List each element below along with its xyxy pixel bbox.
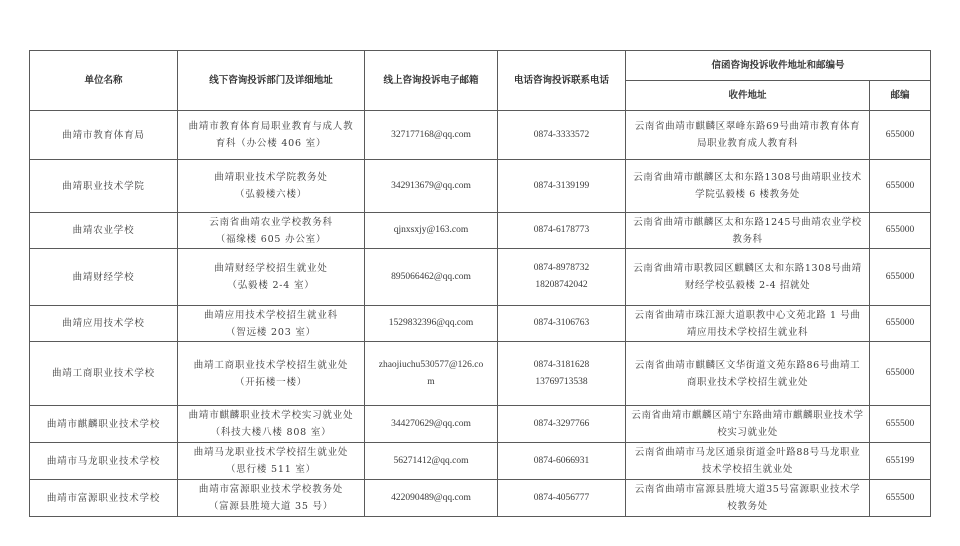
- phone-number: 0874-3333572: [533, 129, 590, 140]
- header-letter-address: 收件地址: [626, 81, 870, 111]
- letter-address-cell: 云南省曲靖市麒麟区太和东路1308号曲靖职业技术学院弘毅楼 6 楼教务处: [626, 160, 870, 213]
- offline-dept-cell: [178, 160, 365, 213]
- offline-dept-cell: [178, 213, 365, 249]
- unit-name-cell: 曲靖市马龙职业技术学校: [30, 443, 178, 480]
- header-letter-group: 信函咨询投诉收件地址和邮编号: [626, 51, 931, 81]
- email-cell: [365, 342, 498, 406]
- unit-name-cell: 曲靖职业技术学院: [30, 160, 178, 213]
- phone-cell: [498, 342, 626, 406]
- dept-line: 云南省曲靖农业学校教务科: [209, 216, 333, 228]
- postcode-cell: 655000: [870, 160, 931, 213]
- email-line: 895066462@qq.com: [391, 271, 471, 282]
- postcode-cell: 655000: [870, 342, 931, 406]
- phone-number: 18208742042: [535, 280, 588, 290]
- phone-number: 0874-6178773: [533, 225, 590, 235]
- table-header: [30, 51, 931, 111]
- table-row: [30, 480, 931, 517]
- email-line: 342913679@qq.com: [391, 180, 471, 191]
- postcode-cell: 655000: [870, 249, 931, 306]
- email-cell: [365, 160, 498, 213]
- letter-address-cell: 云南省曲靖市麒麟区太和东路1245号曲靖农业学校教务科: [626, 213, 870, 249]
- email-cell: [365, 111, 498, 160]
- table-row: [30, 213, 931, 249]
- dept-line: 曲靖职业技术学院教务处: [214, 172, 328, 183]
- dept-line: （智远楼 203 室）: [226, 326, 316, 338]
- table-row: [30, 160, 931, 213]
- header-phone: 电话咨询投诉联系电话: [498, 51, 626, 111]
- offline-dept-cell: [178, 406, 365, 443]
- phone-number: 0874-3106763: [533, 318, 590, 328]
- email-line: zhaojiuchu530577@126.co: [378, 359, 484, 370]
- table-row: [30, 111, 931, 160]
- phone-cell: [498, 111, 626, 160]
- email-cell: [365, 249, 498, 306]
- email-cell: [365, 213, 498, 249]
- phone-number: 0874-4056777: [533, 492, 590, 503]
- dept-line: 曲靖市麒麟职业技术学校实习就业处: [188, 410, 354, 421]
- table-row: [30, 306, 931, 342]
- dept-line: （开拓楼一楼）: [234, 376, 308, 388]
- phone-number: 13769713538: [535, 376, 588, 387]
- postcode-cell: 655199: [870, 443, 931, 480]
- table-body: [30, 111, 931, 517]
- email-line: 344270629@qq.com: [391, 418, 471, 429]
- table-row: [30, 249, 931, 306]
- dept-line: （科技大楼八楼 808 室）: [210, 427, 332, 438]
- letter-address-cell: 云南省曲靖市麒麟区文华街道文苑东路86号曲靖工商职业技术学校招生就业处: [626, 342, 870, 406]
- unit-name-cell: 曲靖市教育体育局: [30, 111, 178, 160]
- phone-cell: [498, 213, 626, 249]
- header-postcode: 邮编: [870, 81, 931, 111]
- table-row: [30, 342, 931, 406]
- offline-dept-cell: [178, 443, 365, 480]
- unit-name-cell: 曲靖应用技术学校: [30, 306, 178, 342]
- letter-address-cell: 云南省曲靖市马龙区通泉街道金叶路88号马龙职业技术学校招生就业处: [626, 443, 870, 480]
- email-line: m: [427, 376, 435, 387]
- offline-dept-cell: [178, 111, 365, 160]
- header-offline-dept: 线下咨询投诉部门及详细地址: [178, 51, 365, 111]
- phone-number: 0874-3297766: [533, 418, 590, 429]
- dept-line: （思行楼 511 室）: [226, 464, 316, 475]
- offline-dept-cell: [178, 480, 365, 517]
- email-cell: [365, 480, 498, 517]
- dept-line: 曲靖财经学校招生就业处: [214, 263, 328, 274]
- email-cell: [365, 443, 498, 480]
- phone-cell: [498, 160, 626, 213]
- unit-name-cell: 曲靖市麒麟职业技术学校: [30, 406, 178, 443]
- email-cell: [365, 306, 498, 342]
- offline-dept-cell: [178, 306, 365, 342]
- email-line: qjnxsxjy@163.com: [393, 225, 469, 235]
- letter-address-cell: 云南省曲靖市珠江源大道职教中心文苑北路 1 号曲靖应用技术学校招生就业科: [626, 306, 870, 342]
- phone-cell: [498, 306, 626, 342]
- dept-line: 曲靖马龙职业技术学校招生就业处: [193, 447, 349, 458]
- phone-cell: [498, 249, 626, 306]
- header-unit-name: 单位名称: [30, 51, 178, 111]
- phone-cell: [498, 406, 626, 443]
- phone-cell: [498, 443, 626, 480]
- unit-name-cell: 曲靖市富源职业技术学校: [30, 480, 178, 517]
- offline-dept-cell: [178, 249, 365, 306]
- phone-cell: [498, 480, 626, 517]
- dept-line: 曲靖市富源职业技术学校教务处: [198, 484, 344, 495]
- letter-address-cell: 云南省曲靖市麒麟区翠峰东路69号曲靖市教育体育局职业教育成人教育科: [626, 111, 870, 160]
- phone-number: 0874-8978732: [533, 263, 590, 273]
- letter-address-cell: 云南省曲靖市麒麟区靖宁东路曲靖市麒麟职业技术学校实习就业处: [626, 406, 870, 443]
- unit-name-cell: 曲靖财经学校: [30, 249, 178, 306]
- header-row-top: [30, 51, 931, 81]
- postcode-cell: 655000: [870, 306, 931, 342]
- offline-dept-cell: [178, 342, 365, 406]
- dept-line: （弘毅楼 2-4 室）: [227, 280, 315, 291]
- postcode-cell: 655500: [870, 480, 931, 517]
- table-row: [30, 406, 931, 443]
- dept-line: 曲靖市教育体育局职业教育与成人教: [188, 121, 354, 132]
- letter-address-cell: 云南省曲靖市职教园区麒麟区太和东路1308号曲靖财经学校弘毅楼 2-4 招就处: [626, 249, 870, 306]
- email-line: 56271412@qq.com: [393, 455, 469, 466]
- postcode-cell: 655000: [870, 213, 931, 249]
- email-line: 422090489@qq.com: [391, 492, 471, 503]
- unit-name-cell: 曲靖工商职业技术学校: [30, 342, 178, 406]
- email-line: 327177168@qq.com: [391, 129, 471, 140]
- table-row: [30, 443, 931, 480]
- dept-line: 育科（办公楼 406 室）: [215, 138, 327, 149]
- header-online-email: 线上咨询投诉电子邮箱: [365, 51, 498, 111]
- dept-line: 曲靖应用技术学校招生就业科: [204, 309, 338, 321]
- letter-address-cell: 云南省曲靖市富源县胜境大道35号富源职业技术学校教务处: [626, 480, 870, 517]
- complaint-contact-table: [29, 50, 931, 517]
- dept-line: 曲靖工商职业技术学校招生就业处: [193, 359, 349, 371]
- dept-line: （福缘楼 605 办公室）: [215, 233, 327, 245]
- dept-line: （弘毅楼六楼）: [234, 189, 308, 200]
- email-line: 1529832396@qq.com: [388, 318, 474, 328]
- email-cell: [365, 406, 498, 443]
- unit-name-cell: 曲靖农业学校: [30, 213, 178, 249]
- phone-number: 0874-3139199: [533, 180, 590, 191]
- postcode-cell: 655500: [870, 406, 931, 443]
- phone-number: 0874-3181628: [533, 359, 590, 370]
- phone-number: 0874-6066931: [533, 455, 590, 466]
- dept-line: （富源县胜境大道 35 号）: [208, 501, 334, 512]
- postcode-cell: 655000: [870, 111, 931, 160]
